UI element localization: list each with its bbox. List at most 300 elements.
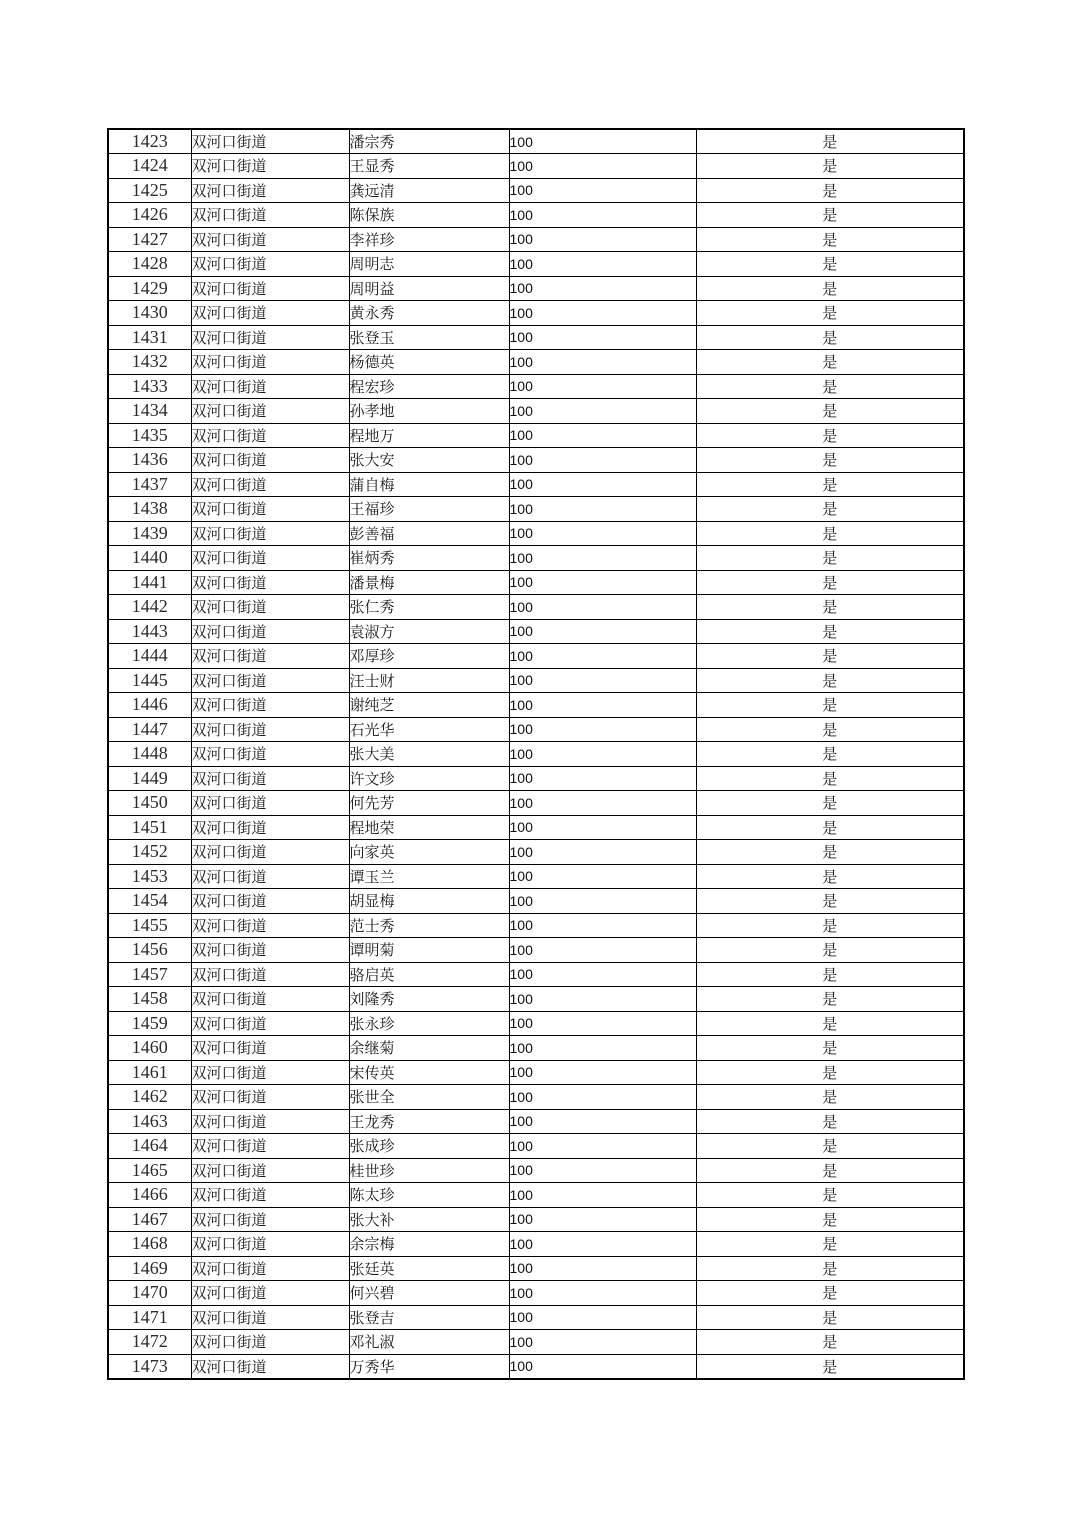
cell-street: 双河口街道: [191, 203, 349, 228]
cell-flag: 是: [696, 913, 964, 938]
cell-street: 双河口街道: [191, 889, 349, 914]
cell-name: 龚远清: [349, 178, 509, 203]
table-row: [108, 938, 964, 963]
cell-street: 双河口街道: [191, 1207, 349, 1232]
cell-score: 100: [509, 252, 696, 277]
cell-flag: 是: [696, 374, 964, 399]
cell-no: 1425: [108, 178, 191, 203]
cell-name: 余宗梅: [349, 1232, 509, 1257]
table-row: [108, 350, 964, 375]
cell-name: 孙孝地: [349, 399, 509, 424]
cell-flag: 是: [696, 129, 964, 154]
cell-no: 1428: [108, 252, 191, 277]
cell-name: 崔炳秀: [349, 546, 509, 571]
cell-flag: 是: [696, 350, 964, 375]
table-row: [108, 423, 964, 448]
roster-table-body: [108, 129, 964, 1379]
cell-name: 谭明菊: [349, 938, 509, 963]
cell-no: 1461: [108, 1060, 191, 1085]
cell-street: 双河口街道: [191, 1134, 349, 1159]
cell-name: 陈保族: [349, 203, 509, 228]
cell-score: 100: [509, 1256, 696, 1281]
cell-name: 石光华: [349, 717, 509, 742]
cell-name: 周明志: [349, 252, 509, 277]
cell-flag: 是: [696, 399, 964, 424]
cell-no: 1430: [108, 301, 191, 326]
cell-score: 100: [509, 1060, 696, 1085]
cell-flag: 是: [696, 203, 964, 228]
cell-score: 100: [509, 154, 696, 179]
cell-flag: 是: [696, 448, 964, 473]
cell-no: 1455: [108, 913, 191, 938]
cell-score: 100: [509, 203, 696, 228]
cell-street: 双河口街道: [191, 815, 349, 840]
cell-no: 1443: [108, 619, 191, 644]
cell-flag: 是: [696, 301, 964, 326]
cell-score: 100: [509, 693, 696, 718]
table-row: [108, 178, 964, 203]
cell-score: 100: [509, 227, 696, 252]
cell-flag: 是: [696, 1158, 964, 1183]
cell-street: 双河口街道: [191, 938, 349, 963]
table-row: [108, 1060, 964, 1085]
table-row: [108, 987, 964, 1012]
cell-score: 100: [509, 1011, 696, 1036]
cell-flag: 是: [696, 154, 964, 179]
cell-no: 1451: [108, 815, 191, 840]
table-row: [108, 668, 964, 693]
table-row: [108, 1281, 964, 1306]
cell-name: 张世全: [349, 1085, 509, 1110]
cell-street: 双河口街道: [191, 1330, 349, 1355]
cell-street: 双河口街道: [191, 644, 349, 669]
cell-score: 100: [509, 521, 696, 546]
cell-name: 许文珍: [349, 766, 509, 791]
table-row: [108, 497, 964, 522]
cell-score: 100: [509, 178, 696, 203]
cell-no: 1470: [108, 1281, 191, 1306]
cell-score: 100: [509, 791, 696, 816]
cell-name: 余继菊: [349, 1036, 509, 1061]
cell-street: 双河口街道: [191, 1085, 349, 1110]
cell-no: 1436: [108, 448, 191, 473]
cell-name: 范士秀: [349, 913, 509, 938]
table-row: [108, 864, 964, 889]
cell-flag: 是: [696, 717, 964, 742]
cell-name: 程地荣: [349, 815, 509, 840]
cell-score: 100: [509, 1158, 696, 1183]
cell-flag: 是: [696, 227, 964, 252]
table-row: [108, 913, 964, 938]
table-row: [108, 1109, 964, 1134]
cell-street: 双河口街道: [191, 693, 349, 718]
cell-flag: 是: [696, 962, 964, 987]
cell-street: 双河口街道: [191, 350, 349, 375]
cell-score: 100: [509, 423, 696, 448]
cell-no: 1435: [108, 423, 191, 448]
cell-flag: 是: [696, 595, 964, 620]
cell-street: 双河口街道: [191, 472, 349, 497]
cell-street: 双河口街道: [191, 1256, 349, 1281]
table-row: [108, 1354, 964, 1379]
cell-name: 潘宗秀: [349, 129, 509, 154]
cell-name: 万秀华: [349, 1354, 509, 1379]
table-row: [108, 374, 964, 399]
cell-flag: 是: [696, 423, 964, 448]
table-row: [108, 546, 964, 571]
cell-flag: 是: [696, 1207, 964, 1232]
table-row: [108, 325, 964, 350]
cell-street: 双河口街道: [191, 227, 349, 252]
cell-score: 100: [509, 717, 696, 742]
table-row: [108, 1256, 964, 1281]
cell-score: 100: [509, 276, 696, 301]
cell-score: 100: [509, 619, 696, 644]
cell-name: 向家英: [349, 840, 509, 865]
table-row: [108, 1305, 964, 1330]
cell-street: 双河口街道: [191, 619, 349, 644]
table-row: [108, 889, 964, 914]
table-row: [108, 399, 964, 424]
cell-no: 1465: [108, 1158, 191, 1183]
cell-flag: 是: [696, 546, 964, 571]
cell-score: 100: [509, 472, 696, 497]
cell-street: 双河口街道: [191, 129, 349, 154]
cell-flag: 是: [696, 619, 964, 644]
cell-street: 双河口街道: [191, 962, 349, 987]
cell-no: 1440: [108, 546, 191, 571]
cell-no: 1471: [108, 1305, 191, 1330]
cell-score: 100: [509, 815, 696, 840]
cell-flag: 是: [696, 178, 964, 203]
table-row: [108, 301, 964, 326]
cell-street: 双河口街道: [191, 252, 349, 277]
cell-flag: 是: [696, 791, 964, 816]
cell-street: 双河口街道: [191, 521, 349, 546]
cell-score: 100: [509, 938, 696, 963]
cell-flag: 是: [696, 276, 964, 301]
cell-street: 双河口街道: [191, 1183, 349, 1208]
table-row: [108, 1011, 964, 1036]
cell-name: 宋传英: [349, 1060, 509, 1085]
cell-name: 邓厚珍: [349, 644, 509, 669]
cell-score: 100: [509, 1207, 696, 1232]
cell-name: 何先芳: [349, 791, 509, 816]
cell-flag: 是: [696, 1011, 964, 1036]
cell-flag: 是: [696, 1256, 964, 1281]
cell-street: 双河口街道: [191, 1232, 349, 1257]
table-row: [108, 1036, 964, 1061]
cell-flag: 是: [696, 1109, 964, 1134]
cell-street: 双河口街道: [191, 1354, 349, 1379]
cell-street: 双河口街道: [191, 1109, 349, 1134]
cell-no: 1472: [108, 1330, 191, 1355]
cell-no: 1437: [108, 472, 191, 497]
cell-score: 100: [509, 1109, 696, 1134]
cell-name: 胡显梅: [349, 889, 509, 914]
cell-flag: 是: [696, 1354, 964, 1379]
cell-no: 1427: [108, 227, 191, 252]
cell-name: 潘景梅: [349, 570, 509, 595]
cell-street: 双河口街道: [191, 1060, 349, 1085]
table-row: [108, 472, 964, 497]
cell-name: 桂世珍: [349, 1158, 509, 1183]
table-row: [108, 521, 964, 546]
cell-score: 100: [509, 1354, 696, 1379]
cell-no: 1452: [108, 840, 191, 865]
cell-no: 1454: [108, 889, 191, 914]
cell-street: 双河口街道: [191, 742, 349, 767]
cell-name: 杨德英: [349, 350, 509, 375]
cell-street: 双河口街道: [191, 276, 349, 301]
table-row: [108, 276, 964, 301]
cell-street: 双河口街道: [191, 717, 349, 742]
cell-flag: 是: [696, 325, 964, 350]
cell-flag: 是: [696, 644, 964, 669]
cell-no: 1449: [108, 766, 191, 791]
table-row: [108, 203, 964, 228]
cell-no: 1429: [108, 276, 191, 301]
cell-name: 张登吉: [349, 1305, 509, 1330]
cell-name: 汪士财: [349, 668, 509, 693]
cell-flag: 是: [696, 742, 964, 767]
cell-score: 100: [509, 301, 696, 326]
cell-name: 王显秀: [349, 154, 509, 179]
cell-flag: 是: [696, 693, 964, 718]
cell-no: 1447: [108, 717, 191, 742]
cell-no: 1433: [108, 374, 191, 399]
cell-score: 100: [509, 742, 696, 767]
cell-no: 1432: [108, 350, 191, 375]
table-row: [108, 619, 964, 644]
cell-flag: 是: [696, 1305, 964, 1330]
cell-name: 何兴碧: [349, 1281, 509, 1306]
cell-flag: 是: [696, 1085, 964, 1110]
cell-street: 双河口街道: [191, 399, 349, 424]
cell-score: 100: [509, 546, 696, 571]
cell-no: 1438: [108, 497, 191, 522]
cell-no: 1446: [108, 693, 191, 718]
table-row: [108, 962, 964, 987]
cell-no: 1453: [108, 864, 191, 889]
cell-score: 100: [509, 1232, 696, 1257]
cell-score: 100: [509, 374, 696, 399]
cell-score: 100: [509, 595, 696, 620]
cell-name: 张仁秀: [349, 595, 509, 620]
table-row: [108, 448, 964, 473]
table-row: [108, 1232, 964, 1257]
cell-name: 程宏珍: [349, 374, 509, 399]
cell-flag: 是: [696, 472, 964, 497]
cell-score: 100: [509, 668, 696, 693]
cell-flag: 是: [696, 497, 964, 522]
cell-flag: 是: [696, 1060, 964, 1085]
cell-name: 谭玉兰: [349, 864, 509, 889]
cell-name: 黄永秀: [349, 301, 509, 326]
table-row: [108, 570, 964, 595]
cell-street: 双河口街道: [191, 1305, 349, 1330]
cell-no: 1458: [108, 987, 191, 1012]
cell-flag: 是: [696, 1036, 964, 1061]
cell-score: 100: [509, 644, 696, 669]
cell-score: 100: [509, 1134, 696, 1159]
cell-no: 1423: [108, 129, 191, 154]
cell-name: 袁淑方: [349, 619, 509, 644]
cell-street: 双河口街道: [191, 1281, 349, 1306]
cell-flag: 是: [696, 570, 964, 595]
cell-name: 陈太珍: [349, 1183, 509, 1208]
cell-no: 1424: [108, 154, 191, 179]
table-row: [108, 227, 964, 252]
cell-no: 1450: [108, 791, 191, 816]
cell-name: 张廷英: [349, 1256, 509, 1281]
cell-flag: 是: [696, 864, 964, 889]
cell-street: 双河口街道: [191, 987, 349, 1012]
cell-no: 1442: [108, 595, 191, 620]
cell-street: 双河口街道: [191, 1158, 349, 1183]
cell-name: 刘隆秀: [349, 987, 509, 1012]
cell-score: 100: [509, 1305, 696, 1330]
cell-street: 双河口街道: [191, 154, 349, 179]
cell-name: 周明益: [349, 276, 509, 301]
cell-street: 双河口街道: [191, 374, 349, 399]
table-row: [108, 693, 964, 718]
cell-name: 王福珍: [349, 497, 509, 522]
cell-name: 张大美: [349, 742, 509, 767]
table-row: [108, 644, 964, 669]
cell-no: 1463: [108, 1109, 191, 1134]
cell-flag: 是: [696, 668, 964, 693]
table-row: [108, 815, 964, 840]
cell-street: 双河口街道: [191, 448, 349, 473]
cell-street: 双河口街道: [191, 497, 349, 522]
cell-street: 双河口街道: [191, 423, 349, 448]
cell-name: 王龙秀: [349, 1109, 509, 1134]
cell-flag: 是: [696, 1330, 964, 1355]
cell-score: 100: [509, 1330, 696, 1355]
cell-name: 张大补: [349, 1207, 509, 1232]
cell-flag: 是: [696, 815, 964, 840]
cell-street: 双河口街道: [191, 791, 349, 816]
cell-score: 100: [509, 840, 696, 865]
cell-no: 1459: [108, 1011, 191, 1036]
cell-street: 双河口街道: [191, 301, 349, 326]
cell-score: 100: [509, 1281, 696, 1306]
cell-street: 双河口街道: [191, 668, 349, 693]
cell-score: 100: [509, 913, 696, 938]
cell-no: 1460: [108, 1036, 191, 1061]
cell-no: 1445: [108, 668, 191, 693]
cell-name: 邓礼淑: [349, 1330, 509, 1355]
table-row: [108, 766, 964, 791]
cell-street: 双河口街道: [191, 840, 349, 865]
cell-street: 双河口街道: [191, 546, 349, 571]
table-row: [108, 1330, 964, 1355]
cell-no: 1468: [108, 1232, 191, 1257]
cell-no: 1464: [108, 1134, 191, 1159]
cell-score: 100: [509, 1183, 696, 1208]
cell-flag: 是: [696, 521, 964, 546]
cell-street: 双河口街道: [191, 325, 349, 350]
cell-name: 彭善福: [349, 521, 509, 546]
table-row: [108, 742, 964, 767]
table-row: [108, 1158, 964, 1183]
cell-flag: 是: [696, 987, 964, 1012]
cell-no: 1426: [108, 203, 191, 228]
cell-score: 100: [509, 448, 696, 473]
cell-name: 蒲自梅: [349, 472, 509, 497]
cell-score: 100: [509, 864, 696, 889]
cell-no: 1457: [108, 962, 191, 987]
cell-flag: 是: [696, 1134, 964, 1159]
table-row: [108, 840, 964, 865]
table-row: [108, 252, 964, 277]
cell-score: 100: [509, 962, 696, 987]
table-row: [108, 717, 964, 742]
cell-street: 双河口街道: [191, 913, 349, 938]
table-row: [108, 1183, 964, 1208]
cell-name: 张成珍: [349, 1134, 509, 1159]
cell-flag: 是: [696, 1183, 964, 1208]
cell-no: 1467: [108, 1207, 191, 1232]
table-row: [108, 791, 964, 816]
cell-no: 1473: [108, 1354, 191, 1379]
cell-no: 1466: [108, 1183, 191, 1208]
cell-no: 1439: [108, 521, 191, 546]
cell-flag: 是: [696, 1281, 964, 1306]
cell-flag: 是: [696, 766, 964, 791]
cell-score: 100: [509, 129, 696, 154]
cell-no: 1441: [108, 570, 191, 595]
cell-street: 双河口街道: [191, 178, 349, 203]
cell-street: 双河口街道: [191, 570, 349, 595]
cell-score: 100: [509, 399, 696, 424]
cell-flag: 是: [696, 252, 964, 277]
cell-score: 100: [509, 497, 696, 522]
cell-flag: 是: [696, 1232, 964, 1257]
cell-street: 双河口街道: [191, 766, 349, 791]
cell-no: 1434: [108, 399, 191, 424]
cell-score: 100: [509, 1036, 696, 1061]
cell-no: 1448: [108, 742, 191, 767]
cell-score: 100: [509, 889, 696, 914]
cell-flag: 是: [696, 938, 964, 963]
cell-no: 1456: [108, 938, 191, 963]
table-row: [108, 1085, 964, 1110]
cell-name: 程地万: [349, 423, 509, 448]
cell-no: 1444: [108, 644, 191, 669]
roster-table: [107, 128, 965, 1380]
table-row: [108, 154, 964, 179]
cell-street: 双河口街道: [191, 1036, 349, 1061]
cell-no: 1469: [108, 1256, 191, 1281]
cell-street: 双河口街道: [191, 864, 349, 889]
cell-score: 100: [509, 350, 696, 375]
table-row: [108, 1207, 964, 1232]
cell-score: 100: [509, 987, 696, 1012]
table-row: [108, 1134, 964, 1159]
table-row: [108, 129, 964, 154]
cell-name: 谢纯芝: [349, 693, 509, 718]
table-row: [108, 595, 964, 620]
cell-street: 双河口街道: [191, 595, 349, 620]
cell-flag: 是: [696, 889, 964, 914]
cell-street: 双河口街道: [191, 1011, 349, 1036]
cell-name: 骆启英: [349, 962, 509, 987]
cell-name: 李祥珍: [349, 227, 509, 252]
cell-score: 100: [509, 1085, 696, 1110]
cell-flag: 是: [696, 840, 964, 865]
